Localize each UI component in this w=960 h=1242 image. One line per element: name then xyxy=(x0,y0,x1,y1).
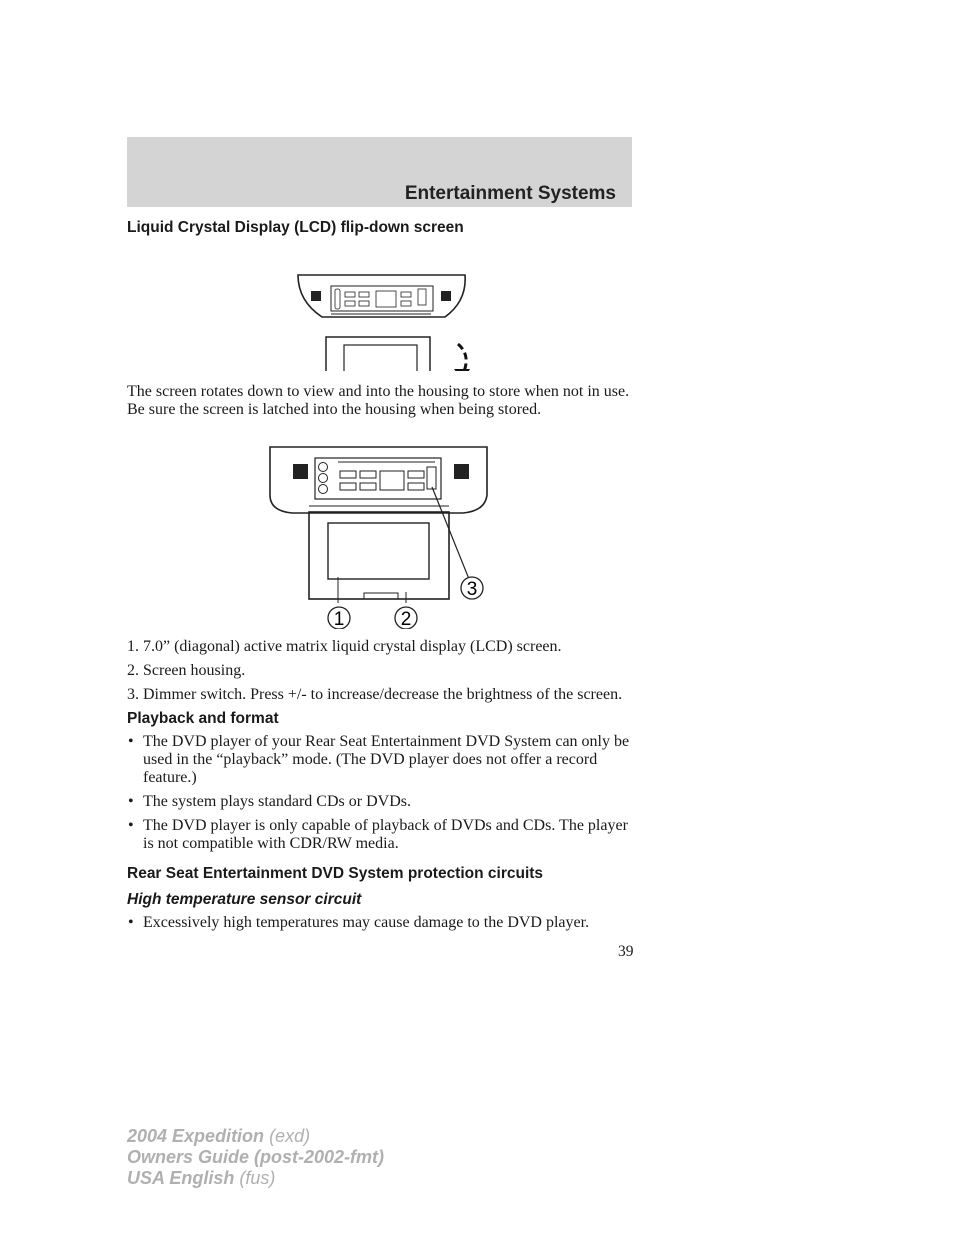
footer-model: 2004 Expedition xyxy=(127,1126,265,1146)
footer xyxy=(127,1126,384,1189)
housing-square-right xyxy=(454,464,469,479)
footer-language: USA English xyxy=(127,1168,235,1188)
housing-square-left xyxy=(293,464,308,479)
numbered-item: 2. Screen housing. xyxy=(127,662,246,679)
callout-3: 3 xyxy=(466,579,478,600)
housing-square-left xyxy=(311,291,321,301)
page-content xyxy=(127,219,637,932)
rotate-arrow xyxy=(458,344,466,371)
protection-heading: Rear Seat Entertainment DVD System protection circuits xyxy=(127,865,544,882)
dimmer-switch xyxy=(427,467,436,489)
callout-1: 1 xyxy=(333,609,345,629)
numbered-item: 1. 7.0” (diagonal) active matrix liquid crystal display (LCD) screen. xyxy=(127,638,562,655)
lcd-screen xyxy=(328,523,429,579)
bullet-text: Excessively high temperatures may cause damage to the DVD player. xyxy=(143,914,590,931)
protection-bullets xyxy=(127,914,637,932)
footer-language-code: (fus) xyxy=(239,1168,276,1188)
bullet-icon: • xyxy=(128,914,134,931)
list-item xyxy=(127,914,637,932)
bullet-text: The DVD player is only capable of playback of DVDs and CDs. The player is not compatible with CDR/RW media. xyxy=(143,817,628,852)
lcd-screen xyxy=(344,345,417,371)
numbered-item: 3. Dimmer switch. Press +/- to increase/decrease the brightness of the screen. xyxy=(127,686,623,703)
list-item xyxy=(127,733,637,787)
bullet-icon: • xyxy=(128,817,134,834)
header-band xyxy=(127,137,632,207)
bullet-icon: • xyxy=(128,733,134,750)
bullet-text: The DVD player of your Rear Seat Entertainment DVD System can only be used in the “playback” mode. (The DVD player does not offer a record feature.) xyxy=(143,733,630,786)
bullet-text: The system plays standard CDs or DVDs. xyxy=(143,793,411,810)
bullet-icon: • xyxy=(128,793,134,810)
playback-bullets xyxy=(127,733,637,853)
footer-model-code: (exd) xyxy=(269,1126,311,1146)
footer-guide: Owners Guide (post-2002-fmt) xyxy=(127,1147,385,1167)
numbered-list xyxy=(127,638,637,704)
lcd-heading: Liquid Crystal Display (LCD) flip-down screen xyxy=(127,219,464,236)
list-item xyxy=(127,793,637,811)
lcd-body: The screen rotates down to view and into the housing to store when not in use. Be sure the screen is latched into the housing when being stored. xyxy=(127,383,630,418)
section-title: Entertainment Systems xyxy=(404,183,616,204)
lcd-screen-frame xyxy=(326,337,430,371)
callout-2: 2 xyxy=(400,609,412,629)
screen-parts-figure xyxy=(127,431,637,629)
list-item xyxy=(127,817,637,853)
housing-square-right xyxy=(441,291,451,301)
screen-housing xyxy=(309,512,449,599)
page-number: 39 xyxy=(618,943,634,960)
high-temp-subheading: High temperature sensor circuit xyxy=(127,891,362,908)
playback-heading: Playback and format xyxy=(127,710,279,727)
flip-down-screen-figure xyxy=(127,251,637,371)
